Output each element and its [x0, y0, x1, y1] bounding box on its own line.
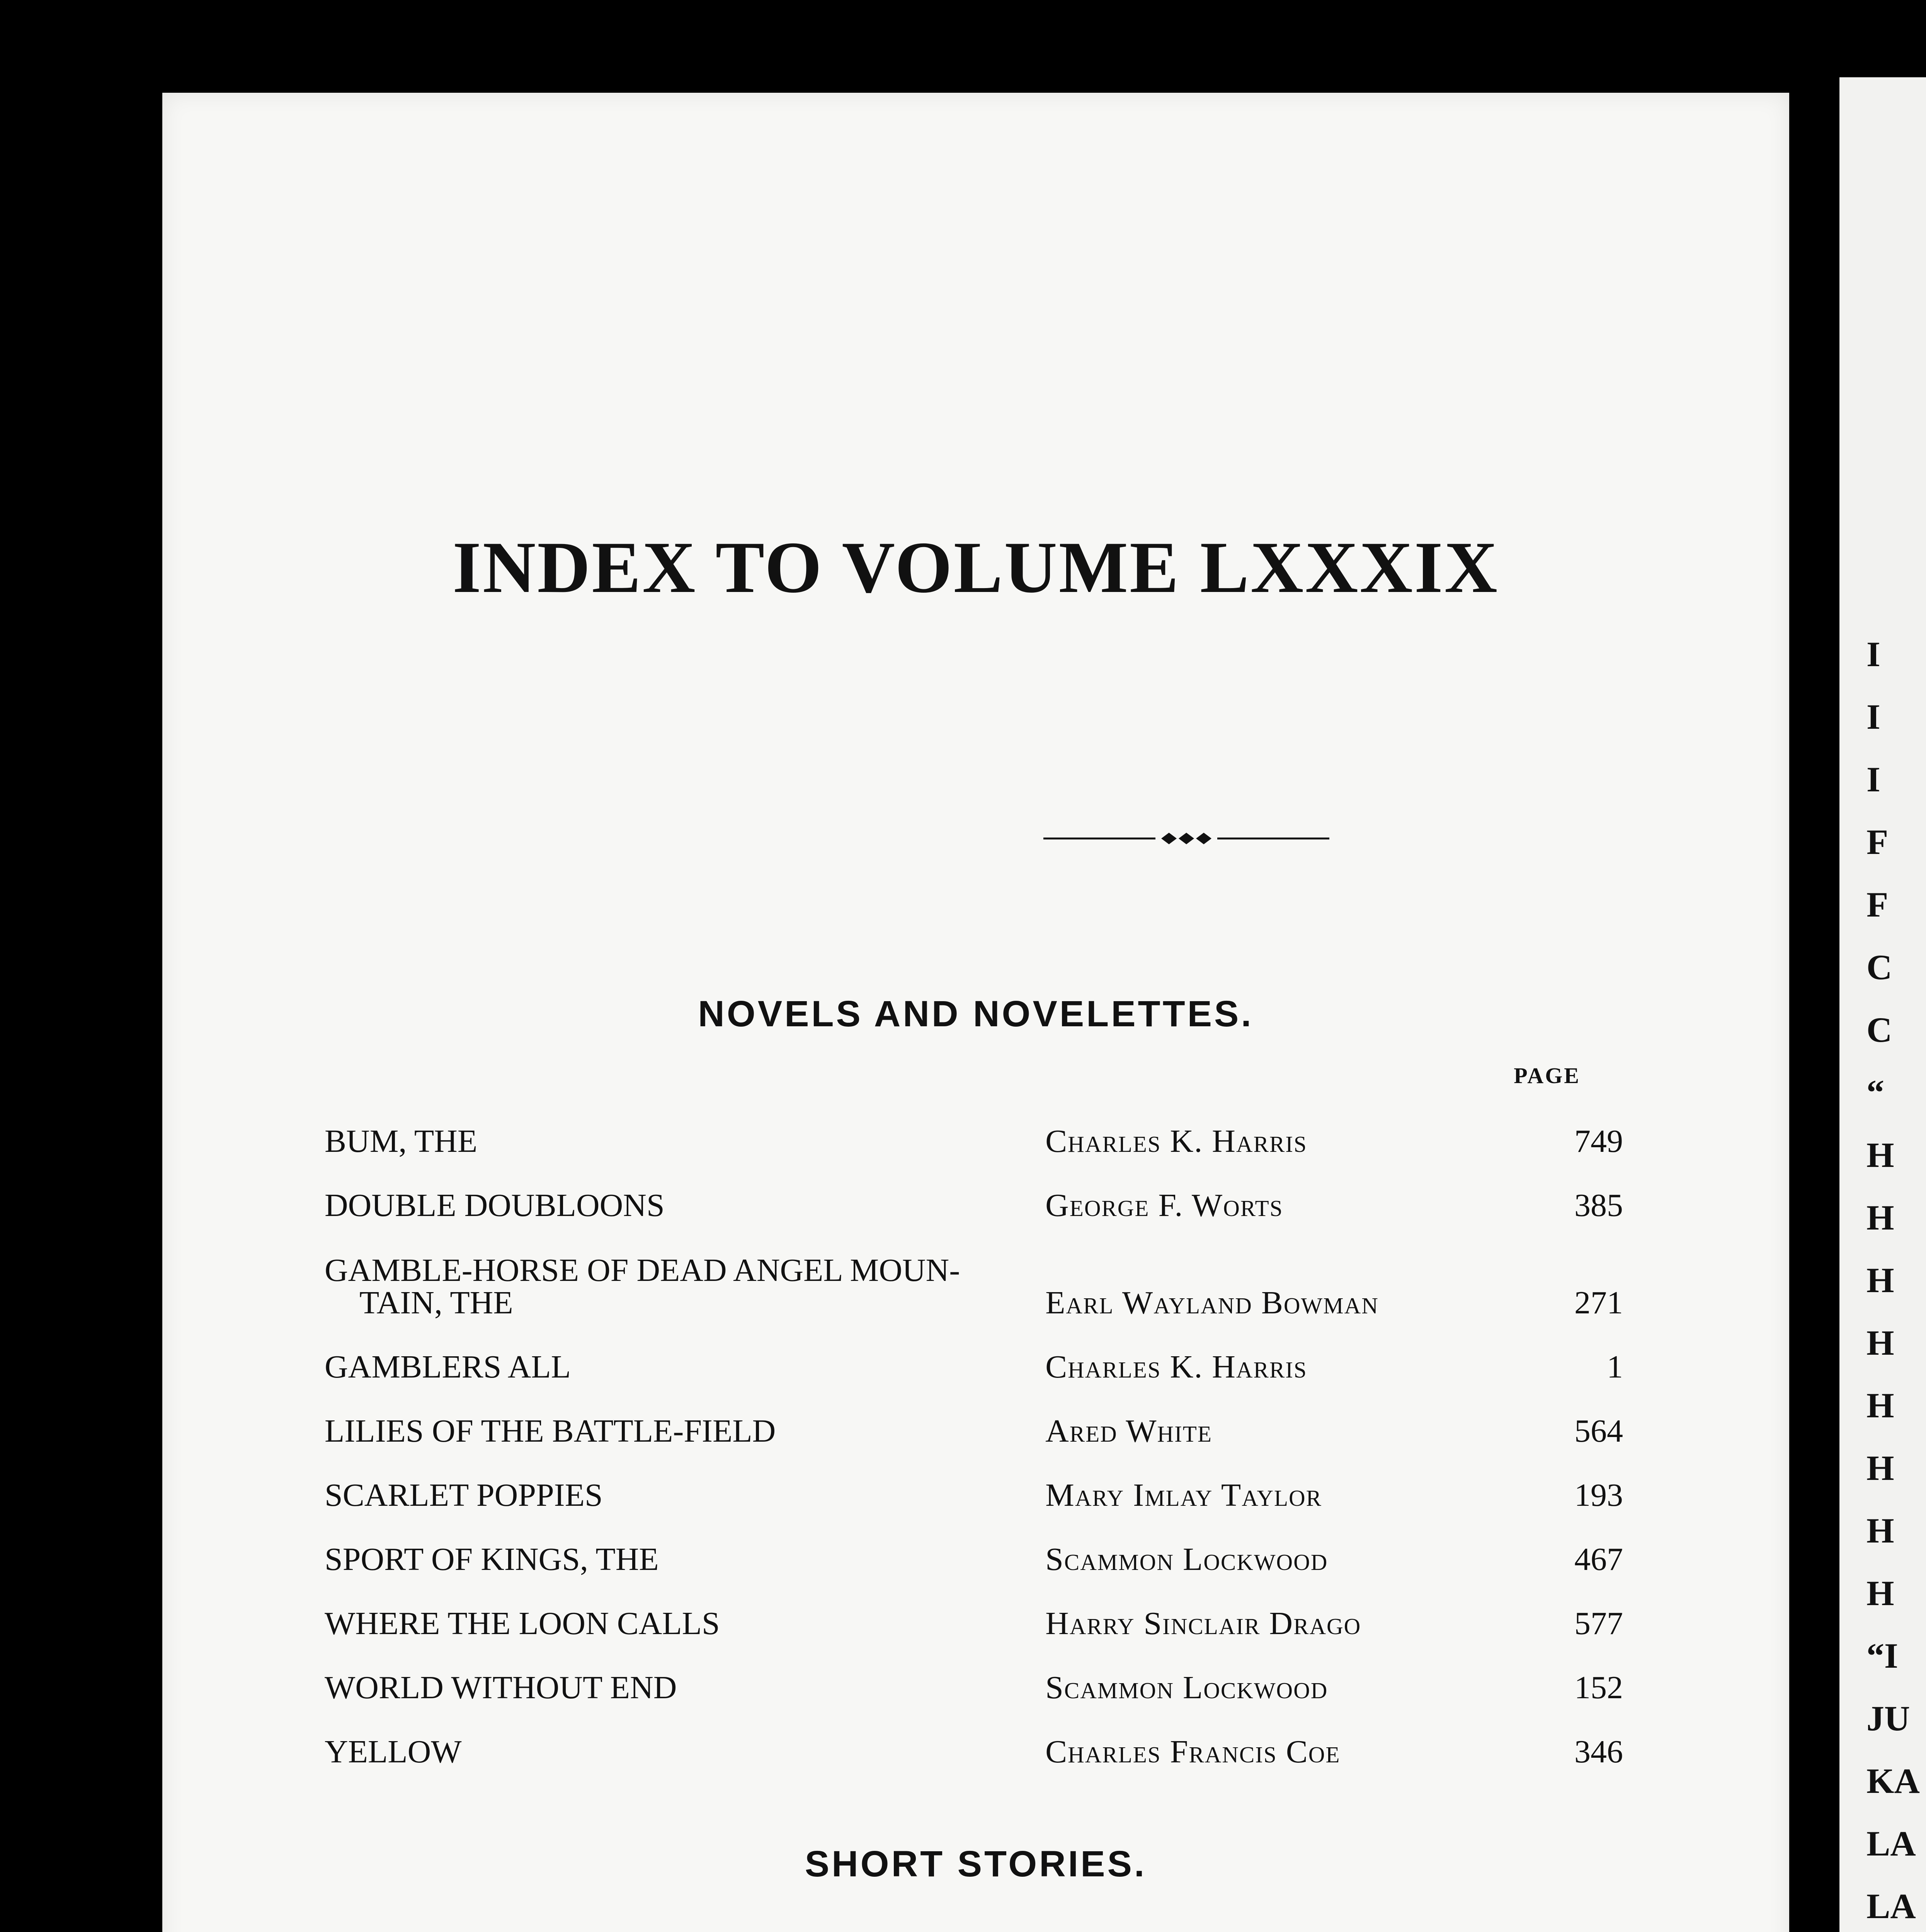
adjacent-page-letter: H [1866, 1573, 1894, 1613]
entry-page-number: 467 [1574, 1541, 1623, 1577]
entry-page-number: 346 [1574, 1734, 1623, 1770]
adjacent-page-letter: JU [1866, 1699, 1910, 1738]
entry-title-cell [325, 1319, 1045, 1383]
entry-title: YELLOW [325, 1734, 462, 1770]
entry-title: DOUBLE DOUBLOONS [325, 1187, 665, 1223]
entry-page-number: 749 [1574, 1123, 1623, 1159]
adjacent-page-letter: H [1866, 1198, 1894, 1237]
entry-author: Earl Wayland Bowman [1045, 1285, 1379, 1321]
entry-title: GAMBLE-HORSE OF DEAD ANGEL MOUN- [325, 1252, 960, 1288]
index-entry [325, 1640, 1623, 1704]
entry-title: GAMBLERS ALL [325, 1349, 571, 1385]
entry-title: WHERE THE LOON CALLS [325, 1605, 720, 1641]
adjacent-page-letter: C [1866, 947, 1892, 987]
entry-author: Mary Imlay Taylor [1045, 1477, 1322, 1513]
entry-title: SPORT OF KINGS, THE [325, 1541, 659, 1577]
adjacent-page-letter: “ [1866, 1073, 1884, 1112]
entry-title: LILIES OF THE BATTLE-FIELD [325, 1413, 776, 1449]
adjacent-page-letter: F [1866, 822, 1889, 862]
entry-title-cell [325, 1094, 1045, 1158]
section-heading-novels: NOVELS AND NOVELETTES. [698, 993, 1254, 1034]
adjacent-page-letter: H [1866, 1323, 1894, 1362]
entry-page-number: 193 [1574, 1477, 1623, 1513]
section-heading-short-stories: SHORT STORIES. [805, 1844, 1147, 1884]
novels-table [325, 1094, 1623, 1768]
entry-page-number: 152 [1574, 1670, 1623, 1706]
adjacent-page-letter: I [1866, 697, 1880, 736]
entry-title-cell [325, 1640, 1045, 1704]
entry-title-cell [325, 1512, 1045, 1576]
entry-page-number: 385 [1574, 1187, 1623, 1223]
entry-page-number: 271 [1574, 1285, 1623, 1321]
entry-page-number: 577 [1574, 1605, 1623, 1641]
entry-title-cell [325, 1222, 1045, 1319]
entry-author: George F. Worts [1045, 1187, 1283, 1223]
entry-page-number: 564 [1574, 1413, 1623, 1449]
index-page [162, 93, 1789, 1932]
adjacent-page-letter: H [1866, 1448, 1894, 1488]
adjacent-page-letter: H [1866, 1135, 1894, 1175]
entry-author: Charles K. Harris [1045, 1349, 1307, 1385]
index-entry [325, 1158, 1623, 1222]
index-entry [325, 1319, 1623, 1383]
adjacent-page-letter: H [1866, 1260, 1894, 1300]
adjacent-page-letter: I [1866, 634, 1880, 674]
adjacent-page-letter: LA [1866, 1886, 1916, 1926]
index-entry [325, 1383, 1623, 1447]
entry-author: Scammon Lockwood [1045, 1670, 1328, 1706]
adjacent-page-letter: H [1866, 1386, 1894, 1425]
entry-author: Charles Francis Coe [1045, 1734, 1341, 1770]
entry-title-cell [325, 1704, 1045, 1768]
entry-title-cell [325, 1158, 1045, 1222]
entry-title-cell [325, 1447, 1045, 1512]
entry-author: Scammon Lockwood [1045, 1541, 1328, 1577]
entry-page-number: 1 [1607, 1349, 1623, 1385]
index-entry [325, 1222, 1623, 1319]
entry-title-cell [325, 1383, 1045, 1447]
entry-title: BUM, THE [325, 1123, 478, 1159]
adjacent-page-letter: KA [1866, 1761, 1920, 1801]
adjacent-page-letter: “I [1866, 1636, 1898, 1675]
adjacent-page-letter: LA [1866, 1824, 1916, 1863]
adjacent-page-letter: F [1866, 885, 1889, 924]
entry-author: Charles K. Harris [1045, 1123, 1307, 1159]
adjacent-page-letter: H [1866, 1511, 1894, 1550]
entry-title-cell [325, 1576, 1045, 1640]
page-title: INDEX TO VOLUME LXXXIX [453, 527, 1499, 608]
page-column-label: PAGE [1514, 1063, 1581, 1088]
index-entry [325, 1094, 1623, 1158]
entry-author: Ared White [1045, 1413, 1212, 1449]
entry-author: Harry Sinclair Drago [1045, 1605, 1361, 1641]
index-entry [325, 1512, 1623, 1576]
adjacent-page-edge [1839, 77, 1926, 1932]
index-entry [325, 1576, 1623, 1640]
entry-title-continuation: TAIN, THE [359, 1285, 513, 1321]
ornament-divider [1043, 827, 1329, 850]
entry-title: WORLD WITHOUT END [325, 1670, 677, 1706]
entry-title: SCARLET POPPIES [325, 1477, 603, 1513]
adjacent-page-letter: I [1866, 760, 1880, 799]
index-entry [325, 1447, 1623, 1512]
index-entry [325, 1704, 1623, 1768]
adjacent-page-letter: C [1866, 1010, 1892, 1049]
